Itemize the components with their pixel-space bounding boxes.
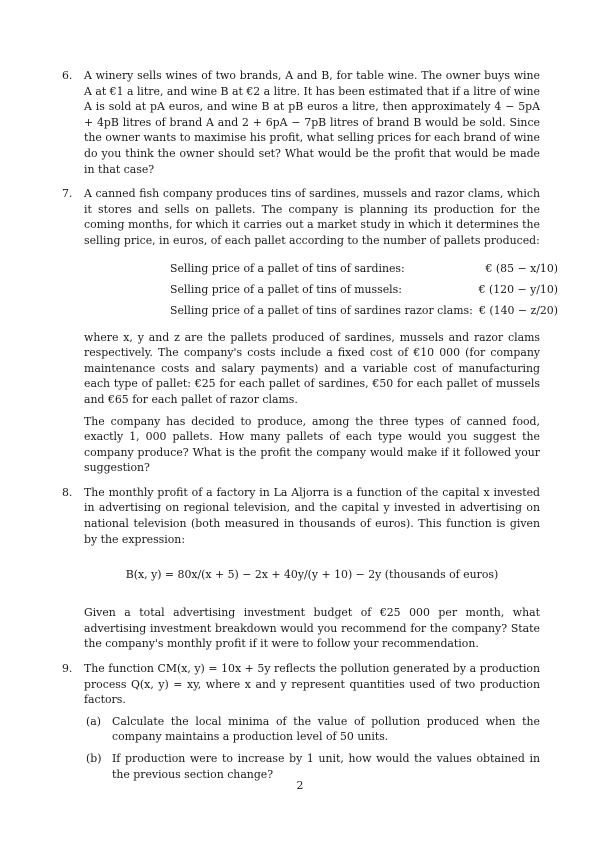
problem-8 <box>62 485 540 652</box>
price-formula: € (140 − z/20) <box>479 303 558 317</box>
problem-intro: The monthly profit of a factory in La Aljorra is a function of the capital x invested in advertising on regional television, and the capital y invested in advertising on national television (both measured in thousands of euros). This function is given by the expression: <box>84 485 540 546</box>
price-label: Selling price of a pallet of tins of sardines: <box>170 261 405 275</box>
problem-text: A winery sells wines of two brands, A and B, for table wine. The owner buys wine A at €1 a litre, and wine B at €2 a litre. It has been estimated that if a litre of wine A is sold at pA euros, and wine B at pB euros a litre, then approximately 4 − 5pA + 4pB litres of brand A and 2 + 6pA − 7pB litres of brand B would be sold. Since the owner wants to maximise his profit, what selling prices for each brand of wine do you think the owner should set? What would be the profit that would be made in that case? <box>84 69 540 176</box>
price-row-mussels <box>170 279 558 300</box>
problem-9 <box>62 661 540 782</box>
subitem-label: (a) <box>86 714 101 728</box>
profit-formula: B(x, y) = 80x/(x + 5) − 2x + 40y/(y + 10) − 2y (thousands of euros) <box>125 568 499 582</box>
problem-7 <box>62 186 558 476</box>
subitem-text: If production were to increase by 1 unit, how would the values obtained in the previous section change? <box>112 752 540 781</box>
problem-text: The company has decided to produce, among the three types of canned food, exactly 1, 000 pallets. How many pallets of each type would you suggest the company produce? What is the profit the company would make if it followed your suggestion? <box>84 414 540 475</box>
problem-number: 7. <box>62 187 73 201</box>
price-table <box>170 258 558 321</box>
problem-number: 9. <box>62 662 73 676</box>
subitem-a <box>86 714 540 745</box>
price-formula: € (120 − y/10) <box>478 282 558 296</box>
problem-text: where x, y and z are the pallets produced of sardines, mussels and razor clams respectively. The company's costs include a fixed cost of €10 000 (for company maintenance costs and salary payments) and a variable cost of manufacturing each type of pallet: €25 for each pallet of sardines, €50 for each pallet of mussels and €65 for each pallet of razor clams. <box>84 330 540 406</box>
problem-intro: A canned fish company produces tins of sardines, mussels and razor clams, which it stores and sells on pallets. The company is planning its production for the coming months, for which it carries out a market study in which it determines the selling price, in euros, of each pallet according to the number of pallets produced: <box>84 187 540 247</box>
subitem-text: Calculate the local minima of the value of pollution produced when the company maintains a production level of 50 units. <box>112 714 540 744</box>
price-row-razor-clams <box>170 300 558 321</box>
problem-number: 6. <box>62 69 73 82</box>
price-row-sardines <box>170 258 558 279</box>
problem-number: 8. <box>62 485 73 499</box>
price-formula: € (85 − x/10) <box>485 261 558 275</box>
problem-text: Given a total advertising investment budget of €25 000 per month, what advertising investment breakdown would you recommend for the company? State the company's monthly profit if it were to follow your recommendation. <box>84 606 540 651</box>
problem-6 <box>62 68 540 177</box>
problem-intro: The function CM(x, y) = 10x + 5y reflects the pollution generated by a production process Q(x, y) = xy, where x and y represent quantities used of two production factors. <box>84 662 540 707</box>
page-number: 2 <box>296 779 304 792</box>
price-label: Selling price of a pallet of tins of sardines razor clams: <box>170 303 473 317</box>
subitem-label: (b) <box>86 752 102 765</box>
price-label: Selling price of a pallet of tins of mussels: <box>170 282 402 296</box>
